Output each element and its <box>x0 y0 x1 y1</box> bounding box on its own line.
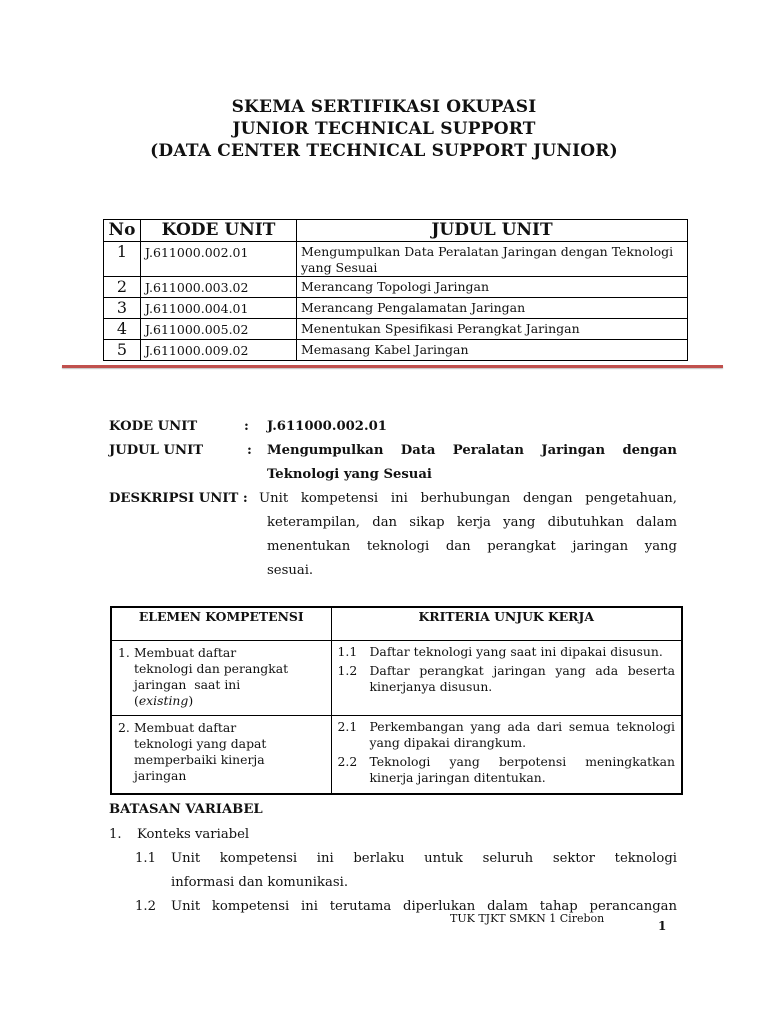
table-row <box>104 319 688 340</box>
table-row <box>104 340 688 361</box>
batasan-variabel-heading: BATASAN VARIABEL <box>109 802 263 817</box>
elemen-cell <box>111 641 331 716</box>
sub-item-number: 1.1 <box>135 851 156 866</box>
kriteria-cell <box>331 716 682 795</box>
section-divider <box>62 365 723 368</box>
row-no: 4 <box>104 319 141 340</box>
row-kode: J.611000.002.01 <box>141 242 297 277</box>
table-row <box>104 242 688 277</box>
row-kode: J.611000.003.02 <box>141 277 297 298</box>
judul-unit-label: JUDUL UNIT <box>109 443 204 458</box>
elemen-text-line: teknologi dan perangkat <box>134 661 289 676</box>
judul-unit-colon: : <box>247 443 252 458</box>
row-judul: Merancang Pengalamatan Jaringan <box>297 298 688 319</box>
kriteria-number: 2.1 <box>337 719 358 734</box>
deskripsi-unit-label: DESKRIPSI UNIT : <box>109 491 248 506</box>
units-table-header <box>104 220 688 242</box>
deskripsi-line-4: sesuai. <box>267 563 314 578</box>
kriteria-text: Teknologi yang berpotensi meningkatkan kinerja jaringan ditentukan. <box>369 754 675 785</box>
header-kode-unit: KODE UNIT <box>141 220 297 242</box>
konteks-variabel-text: Konteks variabel <box>137 827 250 842</box>
footer-text: TUK TJKT SMKN 1 Cirebon <box>450 912 605 925</box>
sub-item-text-line: Unit kompetensi ini berlaku untuk seluruh sektor teknologi <box>171 851 677 866</box>
kode-unit-label: KODE UNIT <box>109 419 198 434</box>
deskripsi-line-3: menentukan teknologi dan perangkat jaringan yang <box>267 539 677 554</box>
paren-close: ) <box>188 693 194 708</box>
elemen-text-line: memperbaiki kinerja <box>134 752 265 767</box>
sub-item-text-line: informasi dan komunikasi. <box>171 875 349 890</box>
row-kode: J.611000.005.02 <box>141 319 297 340</box>
table-row <box>104 298 688 319</box>
kode-unit-colon: : <box>244 419 249 434</box>
elemen-text-line: Membuat daftar <box>134 645 237 660</box>
row-no: 1 <box>104 242 141 277</box>
list-number: 1. <box>109 827 122 842</box>
kriteria-item <box>338 719 676 751</box>
elemen-kompetensi-table <box>110 606 683 795</box>
row-judul: Menentukan Spesifikasi Perangkat Jaringan <box>297 319 688 340</box>
units-table <box>103 219 688 361</box>
judul-unit-value-line2: Teknologi yang Sesuai <box>267 467 432 482</box>
kode-unit-value: J.611000.002.01 <box>267 419 387 434</box>
title-line-2: JUNIOR TECHNICAL SUPPORT <box>232 119 536 139</box>
paren-open: ( <box>134 693 139 708</box>
row-no: 3 <box>104 298 141 319</box>
title-line-3: (DATA CENTER TECHNICAL SUPPORT JUNIOR) <box>150 141 618 161</box>
elemen-text-line: jaringan <box>134 768 187 783</box>
elemen-text-line <box>118 693 327 709</box>
kriteria-number: 2.2 <box>337 754 358 769</box>
kriteria-item <box>338 663 676 695</box>
kriteria-text: Perkembangan yang ada dari semua teknologi yang dipakai dirangkum. <box>369 719 675 750</box>
row-judul: Memasang Kabel Jaringan <box>297 340 688 361</box>
row-no: 5 <box>104 340 141 361</box>
kriteria-number: 1.2 <box>337 663 358 678</box>
table-row <box>111 716 682 795</box>
sub-item-text-line: Unit kompetensi ini terutama diperlukan dalam tahap perancangan <box>171 899 677 914</box>
row-no: 2 <box>104 277 141 298</box>
elemen-table-header <box>111 607 682 641</box>
deskripsi-line-2: keterampilan, dan sikap kerja yang dibutuhkan dalam <box>267 515 677 530</box>
row-kode: J.611000.009.02 <box>141 340 297 361</box>
header-judul-unit: JUDUL UNIT <box>297 220 688 242</box>
judul-unit-value-line1: Mengumpulkan Data Peralatan Jaringan dengan <box>267 443 677 458</box>
elemen-text-line: jaringan saat ini <box>134 677 241 692</box>
row-kode: J.611000.004.01 <box>141 298 297 319</box>
elemen-cell <box>111 716 331 795</box>
header-kriteria-unjuk-kerja: KRITERIA UNJUK KERJA <box>331 607 682 641</box>
row-judul: Merancang Topologi Jaringan <box>297 277 688 298</box>
kriteria-number: 1.1 <box>337 644 358 659</box>
deskripsi-line-1: Unit kompetensi ini berhubungan dengan pengetahuan, <box>259 491 677 506</box>
table-row <box>111 641 682 716</box>
kriteria-item <box>338 754 676 786</box>
elemen-number: 2. <box>118 720 130 735</box>
sub-item-number: 1.2 <box>135 899 156 914</box>
kriteria-cell <box>331 641 682 716</box>
document-title <box>0 96 768 162</box>
kriteria-text: Daftar teknologi yang saat ini dipakai disusun. <box>369 644 663 659</box>
title-line-1: SKEMA SERTIFIKASI OKUPASI <box>231 97 537 117</box>
row-judul: Mengumpulkan Data Peralatan Jaringan dengan Teknologi yang Sesuai <box>297 242 688 277</box>
kriteria-text: Daftar perangkat jaringan yang ada beserta kinerjanya disusun. <box>369 663 675 694</box>
page-number: 1 <box>658 919 667 933</box>
elemen-number: 1. <box>118 645 130 660</box>
existing-term: existing <box>138 693 189 708</box>
header-elemen-kompetensi: ELEMEN KOMPETENSI <box>111 607 331 641</box>
table-row <box>104 277 688 298</box>
elemen-text-line: teknologi yang dapat <box>134 736 267 751</box>
header-no: No <box>104 220 141 242</box>
elemen-text-line: Membuat daftar <box>134 720 237 735</box>
kriteria-item <box>338 644 676 660</box>
